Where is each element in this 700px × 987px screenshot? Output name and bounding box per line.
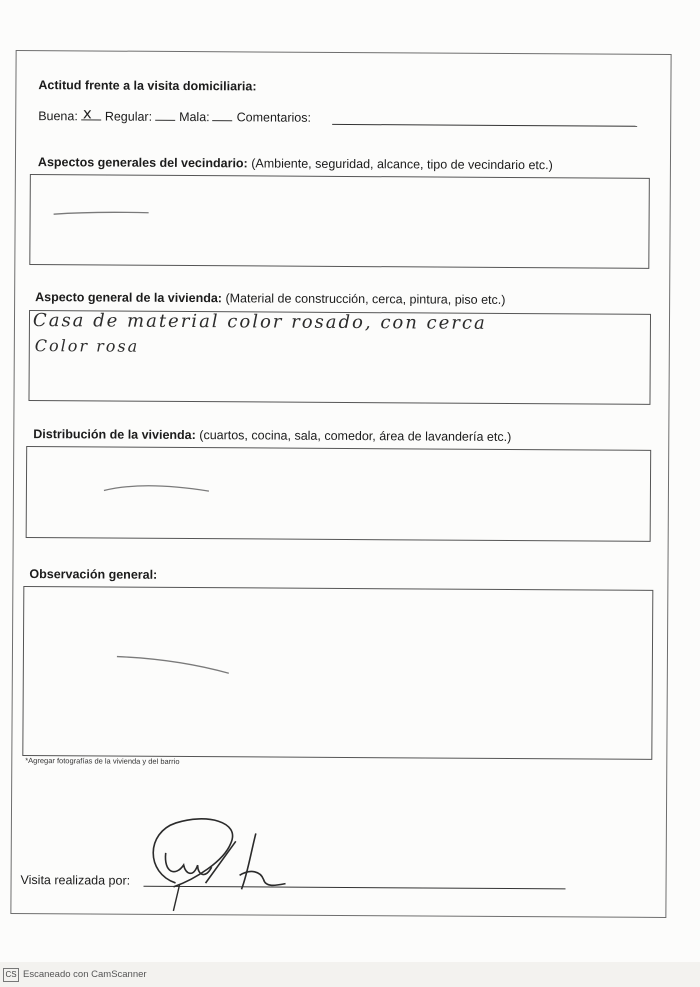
good-label: Buena: — [38, 109, 78, 124]
good-checkmark: x — [82, 104, 92, 123]
attitude-options — [38, 104, 312, 125]
regular-blank[interactable] — [155, 110, 175, 121]
bad-blank[interactable] — [213, 110, 233, 121]
good-blank[interactable] — [81, 104, 101, 123]
housing-hint: (Material de construcción, cerca, pintura, piso etc.) — [225, 291, 506, 307]
comments-line[interactable] — [332, 124, 637, 127]
signature-icon — [135, 813, 296, 914]
neighborhood-hint: (Ambiente, seguridad, alcance, tipo de vecindario etc.) — [251, 156, 553, 173]
attitude-title: Actitud frente a la visita domiciliaria: — [38, 78, 257, 94]
photo-note: *Agregar fotografías de la vivienda y del barrio — [25, 756, 180, 766]
camscanner-logo-icon: CS — [3, 968, 19, 982]
neighborhood-answer-box[interactable] — [29, 174, 650, 269]
distribution-hint: (cuartos, cocina, sala, comedor, área de lavandería etc.) — [199, 428, 512, 444]
neighborhood-title-text: Aspectos generales del vecindario: — [37, 155, 248, 171]
distribution-dash-stroke — [104, 480, 214, 497]
scanner-footer-text: Escaneado con CamScanner — [23, 969, 147, 980]
housing-handwritten-line-1: Casa de material color rosado, con cerca — [32, 310, 487, 334]
observation-dash-stroke — [117, 653, 237, 678]
neighborhood-dash-stroke — [54, 208, 154, 219]
distribution-title-text: Distribución de la vivienda: — [33, 427, 196, 443]
scanner-footer — [0, 962, 700, 987]
regular-label: Regular: — [104, 109, 153, 124]
bad-label: Mala: — [179, 109, 210, 125]
visit-label: Visita realizada por: — [20, 872, 131, 888]
housing-title — [35, 290, 505, 307]
observation-title: Observación general: — [29, 567, 158, 582]
housing-handwritten-line-2: Color rosa — [34, 336, 140, 356]
housing-title-text: Aspecto general de la vivienda: — [35, 290, 223, 306]
distribution-title — [33, 427, 511, 444]
neighborhood-title — [38, 155, 553, 172]
comments-label: Comentarios: — [236, 110, 312, 125]
